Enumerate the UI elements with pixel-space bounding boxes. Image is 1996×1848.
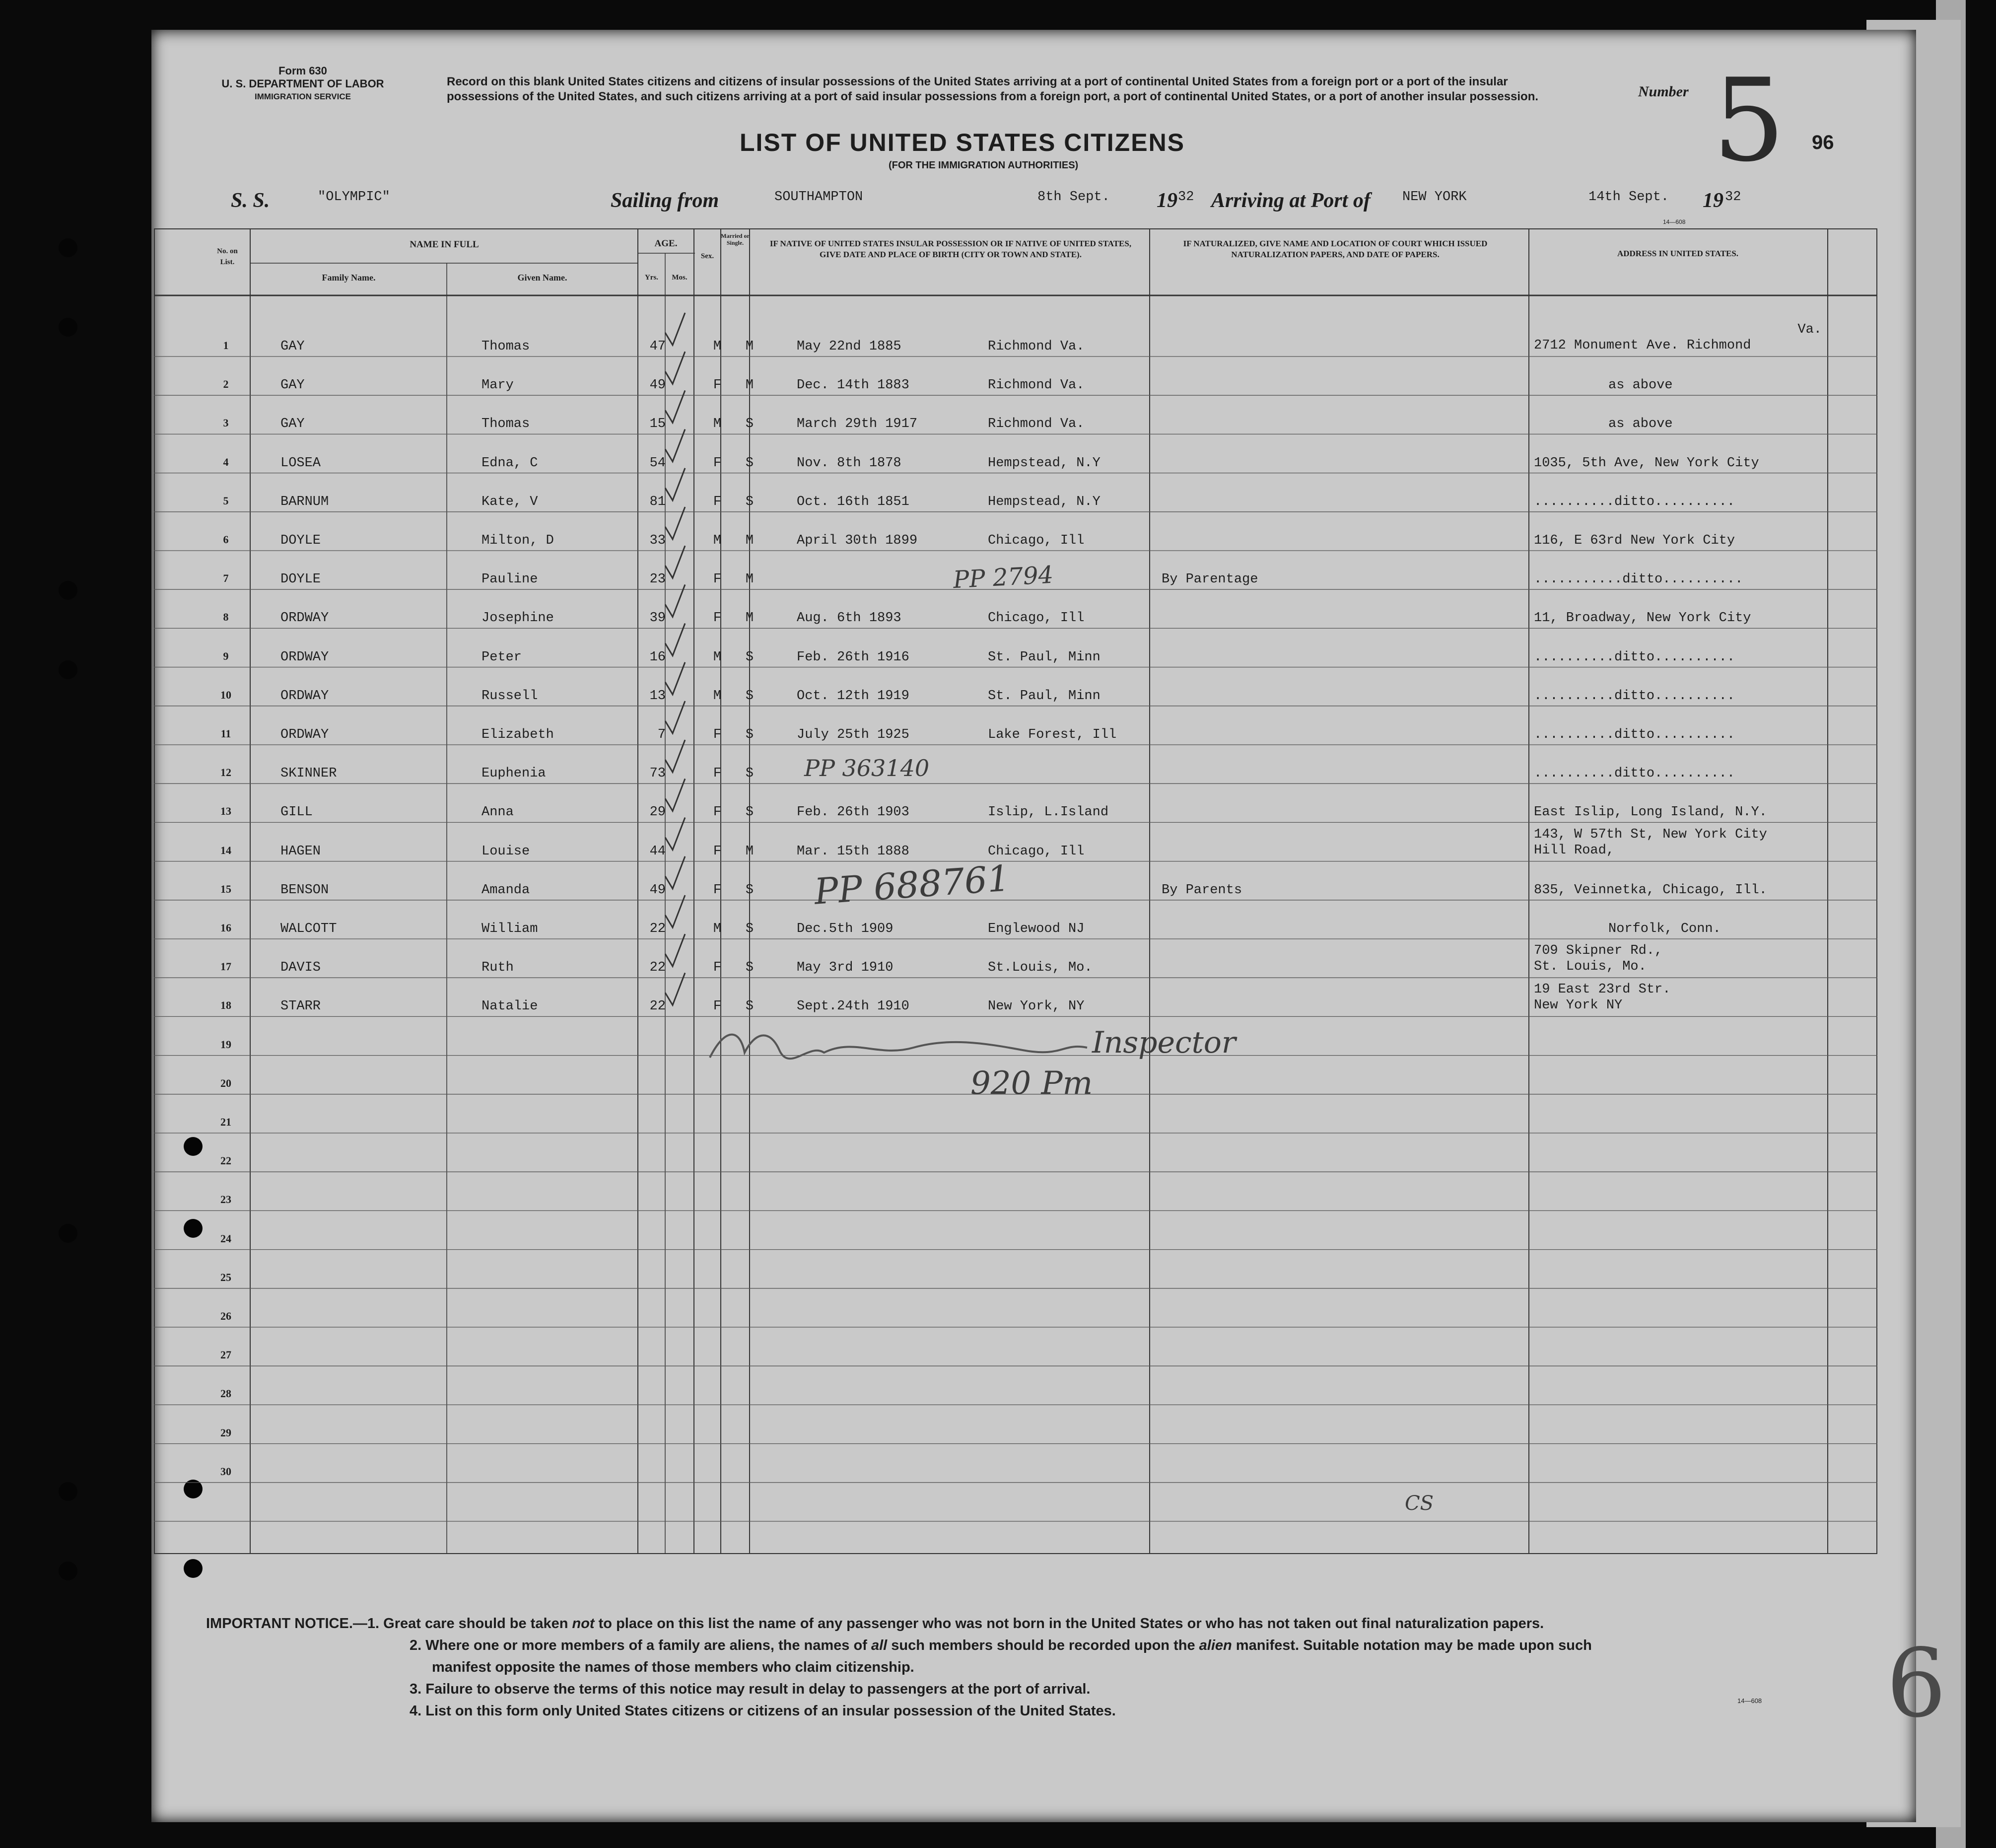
check-mark: [665, 507, 685, 539]
cell-addr1: ..........ditto..........: [1534, 766, 1735, 782]
cell-family: WALCOTT: [280, 922, 337, 936]
clerk-initials: CS: [1405, 1492, 1434, 1515]
cell-ms: S: [745, 766, 754, 782]
arriving-label: Arriving at Port of: [1211, 189, 1371, 212]
cell-yrs: 29: [649, 805, 666, 820]
cell-family: ORDWAY: [280, 649, 329, 665]
check-mark: [665, 584, 685, 617]
cell-birth-place: Chicago, Ill: [988, 533, 1085, 548]
check-mark: [665, 701, 685, 733]
cell-sex: F: [713, 455, 722, 471]
cell-yrs: 15: [649, 417, 666, 432]
cell-birth-place: Islip, L.Island: [988, 805, 1109, 820]
cell-nat: By Parentage: [1162, 572, 1258, 587]
form-instructions: Record on this blank United States citizens and citizens of insular possessions of the United States arriving at a port of continental United States from a foreign port or a port of the insular possessions of the United States, and such citizens arriving at a port of said insular possessions from a foreign port, a port of continental United States, or a port of another insular possession.: [447, 75, 1539, 103]
cell-no: 17: [220, 960, 231, 973]
cell-birth-date: Oct. 12th 1919: [797, 688, 909, 704]
cell-addr1: ..........ditto..........: [1534, 649, 1735, 665]
empty-row-number: 29: [220, 1426, 231, 1439]
cell-birth-date: May 22nd 1885: [797, 339, 901, 354]
form-number: Form 630: [278, 65, 327, 77]
cell-yrs: 16: [649, 649, 666, 665]
cell-sex: F: [713, 378, 722, 393]
form-identifier: [199, 65, 407, 103]
cell-given: Euphenia: [482, 766, 546, 782]
cell-no: 2: [223, 378, 229, 391]
check-mark: [665, 856, 685, 889]
cell-birth-date: Feb. 26th 1916: [797, 649, 909, 665]
cell-given: Natalie: [482, 999, 538, 1014]
cell-birth-place: Richmond Va.: [988, 339, 1085, 354]
ship-name: "OLYMPIC": [318, 190, 390, 205]
notice-2: 2. Where one or more members of a family are aliens, the names of all such members should be recorded upon the alien manifest. Suitable notation may be made upon such: [410, 1637, 1592, 1653]
punch-hole: [59, 660, 77, 679]
cell-ms: S: [745, 727, 754, 742]
printer-code: 14—608: [1663, 218, 1686, 225]
cell-birth-date: April 30th 1899: [797, 533, 918, 548]
tick-marks: [655, 308, 730, 1028]
cell-family: GAY: [280, 417, 305, 432]
check-mark: [665, 934, 685, 966]
form-service: IMMIGRATION SERVICE: [255, 92, 351, 101]
cell-yrs: 49: [649, 882, 666, 898]
col-naturalized-header: IF NATURALIZED, GIVE NAME AND LOCATION OF COURT WHICH ISSUED NATURALIZATION PAPERS, AND DATE OF PAPERS.: [1183, 239, 1488, 259]
arrival-year: 32: [1725, 190, 1741, 205]
cell-ms: M: [745, 533, 754, 548]
check-mark: [665, 662, 685, 695]
cell-given: Pauline: [482, 572, 538, 587]
cell-no: 15: [220, 882, 231, 895]
arrival-port: NEW YORK: [1402, 190, 1467, 205]
cell-ms: S: [745, 688, 754, 704]
cell-birth-date: Aug. 6th 1893: [797, 611, 901, 626]
cell-sex: F: [713, 494, 722, 509]
cell-birth-date: Dec. 14th 1883: [797, 378, 909, 393]
cell-sex: F: [713, 572, 722, 587]
cell-birth-date: July 25th 1925: [797, 727, 909, 742]
cell-birth-date: Nov. 8th 1878: [797, 455, 901, 471]
cell-yrs: 22: [649, 922, 666, 936]
cell-family: HAGEN: [280, 844, 321, 859]
cell-ms: M: [745, 339, 754, 354]
cell-addr1: as above: [1608, 417, 1673, 432]
cell-no: 7: [223, 572, 229, 585]
cell-family: SKINNER: [280, 766, 337, 782]
cell-sex: F: [713, 611, 722, 626]
cell-sex: F: [713, 766, 722, 782]
cell-addr1: 116, E 63rd New York City: [1534, 533, 1735, 548]
passport-note-2: PP 363140: [804, 755, 930, 782]
cell-sex: M: [713, 649, 722, 665]
cell-given: Mary: [482, 378, 514, 393]
cell-sex: F: [713, 999, 722, 1014]
cell-ms: S: [745, 922, 754, 936]
cell-no: 9: [223, 649, 229, 662]
cell-addr1: 11, Broadway, New York City: [1534, 611, 1751, 626]
punch-hole: [59, 1482, 77, 1501]
check-mark: [665, 895, 685, 927]
cell-given: Louise: [482, 844, 530, 859]
cell-birth-place: St. Paul, Minn: [988, 649, 1101, 665]
notice-1: 1. Great care should be taken not to place on this list the name of any passenger who was not born in the United States or who has not taken out final naturalization papers.: [367, 1616, 1544, 1632]
col-no-header: No. on List.: [217, 247, 238, 266]
cell-sex: F: [713, 805, 722, 820]
cell-addr1: ..........ditto..........: [1534, 688, 1735, 704]
cell-birth-place: Hempstead, N.Y: [988, 455, 1101, 471]
cell-addr1: East Islip, Long Island, N.Y.: [1534, 805, 1767, 820]
punch-hole: [184, 1559, 203, 1578]
cell-birth-date: Mar. 15th 1888: [797, 844, 909, 859]
check-mark: [665, 390, 685, 423]
cell-ms: S: [745, 999, 754, 1014]
cell-family: ORDWAY: [280, 727, 329, 742]
empty-row-number: 22: [220, 1154, 231, 1167]
sailing-date: 8th Sept.: [1037, 190, 1110, 205]
punch-hole: [59, 1224, 77, 1243]
cell-no: 1: [223, 339, 229, 352]
cell-nat: By Parents: [1162, 882, 1242, 898]
cell-family: DAVIS: [280, 960, 321, 976]
cell-ms: S: [745, 417, 754, 432]
col-age-header: AGE.: [654, 238, 678, 249]
cell-addr1: as above: [1608, 378, 1673, 393]
col-sex-header: Sex.: [700, 252, 714, 260]
cell-birth-date: Feb. 26th 1903: [797, 805, 909, 820]
cell-birth-date: Dec.5th 1909: [797, 922, 894, 936]
cell-sex: F: [713, 844, 722, 859]
cell-sex: F: [713, 960, 722, 976]
cell-family: LOSEA: [280, 455, 321, 471]
cell-ms: M: [745, 378, 754, 393]
cell-yrs: 22: [649, 999, 666, 1014]
punch-hole: [59, 238, 77, 257]
cell-birth-place: Lake Forest, Ill: [988, 727, 1117, 742]
check-mark: [665, 624, 685, 656]
cell-birth-place: Chicago, Ill: [988, 611, 1085, 626]
cell-yrs: 44: [649, 844, 666, 859]
corner-page-number: 96: [1812, 132, 1834, 153]
right-edge-mark: 6: [1886, 1629, 1946, 1738]
check-mark: [665, 352, 685, 384]
cell-yrs: 47: [649, 339, 666, 354]
notice-heading: IMPORTANT NOTICE.—: [206, 1616, 367, 1632]
cell-sex: M: [713, 922, 722, 936]
cell-yrs: 23: [649, 572, 666, 587]
cell-birth-place: Hempstead, N.Y: [988, 494, 1101, 509]
cell-family: ORDWAY: [280, 611, 329, 626]
col-family-header: Family Name.: [322, 273, 376, 283]
cell-birth-place: Chicago, Ill: [988, 844, 1085, 859]
cell-no: 6: [223, 533, 229, 546]
cell-family: BENSON: [280, 882, 329, 898]
cell-addr1: 143, W 57th St, New York City: [1534, 827, 1767, 842]
cell-sex: F: [713, 727, 722, 742]
sailing-year: 32: [1178, 190, 1194, 205]
cell-addr2: St. Louis, Mo.: [1534, 959, 1647, 975]
cell-family: BARNUM: [280, 494, 329, 509]
cell-sex: F: [713, 882, 722, 898]
notice-4: 4. List on this form only United States citizens or citizens of an insular possession of the United States.: [410, 1703, 1116, 1719]
cell-family: ORDWAY: [280, 688, 329, 704]
cell-no: 16: [220, 922, 231, 934]
sailing-label: Sailing from: [611, 189, 719, 212]
cell-ms: M: [745, 844, 754, 859]
cell-given: Josephine: [482, 611, 554, 626]
empty-row-number: 27: [220, 1349, 231, 1361]
cell-sex: M: [713, 688, 722, 704]
check-mark: [665, 313, 685, 345]
cell-ms: S: [745, 882, 754, 898]
arrival-date: 14th Sept.: [1588, 190, 1669, 205]
cell-no: 13: [220, 805, 231, 818]
passport-note-1: PP 2794: [952, 561, 1054, 594]
cell-given: Thomas: [482, 417, 530, 432]
cell-yrs: 73: [649, 766, 666, 782]
cell-addr1: ..........ditto..........: [1534, 494, 1735, 509]
col-name-header: NAME IN FULL: [410, 239, 479, 250]
inspector-signature-scribble: [705, 1023, 1092, 1067]
check-mark: [665, 740, 685, 772]
cell-given: Russell: [482, 688, 538, 704]
cell-given: Peter: [482, 649, 522, 665]
cell-given: Ruth: [482, 960, 514, 976]
cell-sex: M: [713, 417, 722, 432]
empty-row-number: 24: [220, 1232, 231, 1245]
empty-row-number: 30: [220, 1465, 231, 1478]
cell-birth-place: St.Louis, Mo.: [988, 960, 1093, 976]
notice-2-continued: manifest opposite the names of those members who claim citizenship.: [432, 1659, 914, 1675]
empty-row-number: 26: [220, 1310, 231, 1322]
cell-addr1: 19 East 23rd Str.: [1534, 982, 1671, 997]
cell-yrs: 33: [649, 533, 666, 548]
empty-row-number: 21: [220, 1116, 231, 1128]
cell-ms: S: [745, 494, 754, 509]
cell-given: Elizabeth: [482, 727, 554, 742]
cell-no: 14: [220, 844, 231, 856]
cell-birth-date: March 29th 1917: [797, 417, 918, 432]
cell-addr1: 1035, 5th Ave, New York City: [1534, 455, 1759, 471]
cell-birth-place: New York, NY: [988, 999, 1085, 1014]
arrival-year-prefix: 19: [1703, 189, 1723, 212]
cell-yrs: 81: [649, 494, 666, 509]
cell-no: 10: [220, 688, 231, 701]
cell-no: 5: [223, 494, 229, 507]
cell-ms: S: [745, 455, 754, 471]
cell-no: 3: [223, 417, 229, 429]
form-subtitle: (FOR THE IMMIGRATION AUTHORITIES): [889, 160, 1079, 171]
cell-yrs: 13: [649, 688, 666, 704]
col-address-header: ADDRESS IN UNITED STATES.: [1617, 249, 1739, 258]
cell-birth-date: Sept.24th 1910: [797, 999, 909, 1014]
cell-yrs: 39: [649, 611, 666, 626]
cell-family: DOYLE: [280, 572, 321, 587]
important-notice: [206, 1613, 1592, 1722]
inspection-time: 920 Pm: [970, 1065, 1093, 1102]
cell-family: GAY: [280, 378, 305, 393]
notice-3: 3. Failure to observe the terms of this notice may result in delay to passengers at the port of arrival.: [410, 1681, 1091, 1697]
cell-family: GAY: [280, 339, 305, 354]
cell-given: Edna, C: [482, 455, 538, 471]
cell-no: 12: [220, 766, 231, 779]
col-given-header: Given Name.: [517, 273, 567, 283]
check-mark: [665, 779, 685, 811]
check-mark: [665, 429, 685, 462]
cell-yrs: 54: [649, 455, 666, 471]
cell-addr2: Hill Road,: [1534, 843, 1615, 858]
col-birth-header: IF NATIVE OF UNITED STATES INSULAR POSSESSION OR IF NATIVE OF UNITED STATES, GIVE DATE AND PLACE OF BIRTH (CITY OR TOWN AND STATE).: [769, 239, 1132, 259]
cell-birth-place: Richmond Va.: [988, 417, 1085, 432]
cell-family: STARR: [280, 999, 321, 1014]
punch-hole: [59, 318, 77, 337]
cell-ms: M: [745, 572, 754, 587]
bottom-form-code: 14—608: [1737, 1697, 1762, 1705]
cell-ms: M: [745, 611, 754, 626]
cell-ms: S: [745, 960, 754, 976]
cell-no: 8: [223, 611, 229, 624]
cell-addr2: 2712 Monument Ave. Richmond: [1534, 338, 1751, 353]
cell-addr1: ..........ditto..........: [1534, 727, 1735, 742]
cell-addr1: 709 Skipner Rd.,: [1534, 943, 1663, 959]
cell-family: DOYLE: [280, 533, 321, 548]
cell-ms: S: [745, 805, 754, 820]
passport-note-3: PP 688761: [813, 857, 1012, 913]
cell-no: 18: [220, 999, 231, 1012]
cell-birth-place: Richmond Va.: [988, 378, 1085, 393]
empty-row-number: 20: [220, 1076, 231, 1089]
empty-row-number: 28: [220, 1387, 231, 1400]
cell-sex: M: [713, 339, 722, 354]
check-mark: [665, 468, 685, 500]
ss-label: S. S.: [231, 189, 270, 212]
cell-given: Thomas: [482, 339, 530, 354]
empty-row-number: 19: [220, 1038, 231, 1051]
cell-addr2: New York NY: [1534, 998, 1623, 1013]
form-department: U. S. DEPARTMENT OF LABOR: [221, 77, 384, 90]
cell-sex: M: [713, 533, 722, 548]
check-mark: [665, 973, 685, 1005]
col-yrs-header: Yrs.: [644, 274, 659, 282]
check-mark: [665, 818, 685, 850]
cell-addr1: Norfolk, Conn.: [1608, 922, 1721, 936]
col-mos-header: Mos.: [672, 274, 688, 282]
cell-given: Kate, V: [482, 494, 538, 509]
cell-no: 11: [220, 727, 231, 740]
col-married-header: Married or Single.: [721, 232, 750, 246]
number-label: Number: [1638, 83, 1689, 100]
cell-addr1: Va.: [1797, 322, 1822, 337]
cell-given: Amanda: [482, 882, 530, 898]
cell-given: Anna: [482, 805, 514, 820]
cell-family: GILL: [280, 805, 313, 820]
empty-row-number: 23: [220, 1193, 231, 1206]
check-mark: [665, 546, 685, 578]
punch-hole: [59, 1562, 77, 1580]
cell-given: William: [482, 922, 538, 936]
departure-port: SOUTHAMPTON: [774, 190, 863, 205]
cell-addr1: ...........ditto..........: [1534, 572, 1743, 587]
cell-birth-place: Englewood NJ: [988, 922, 1085, 936]
punch-hole: [59, 581, 77, 600]
cell-birth-place: St. Paul, Minn: [988, 688, 1101, 704]
cell-addr1: 835, Veinnetka, Chicago, Ill.: [1534, 882, 1767, 898]
sailing-year-prefix: 19: [1157, 189, 1177, 212]
cell-yrs: 7: [657, 727, 666, 742]
cell-given: Milton, D: [482, 533, 554, 548]
form-title: LIST OF UNITED STATES CITIZENS: [740, 129, 1185, 156]
cell-birth-date: May 3rd 1910: [797, 960, 894, 976]
cell-yrs: 22: [649, 960, 666, 976]
inspector-signature: Inspector: [1092, 1025, 1236, 1060]
cell-no: 4: [223, 455, 229, 468]
cell-birth-date: Oct. 16th 1851: [797, 494, 909, 509]
manifest-number: 5: [1713, 55, 1786, 187]
cell-ms: S: [745, 649, 754, 665]
empty-row-number: 25: [220, 1271, 231, 1283]
cell-yrs: 49: [649, 378, 666, 393]
